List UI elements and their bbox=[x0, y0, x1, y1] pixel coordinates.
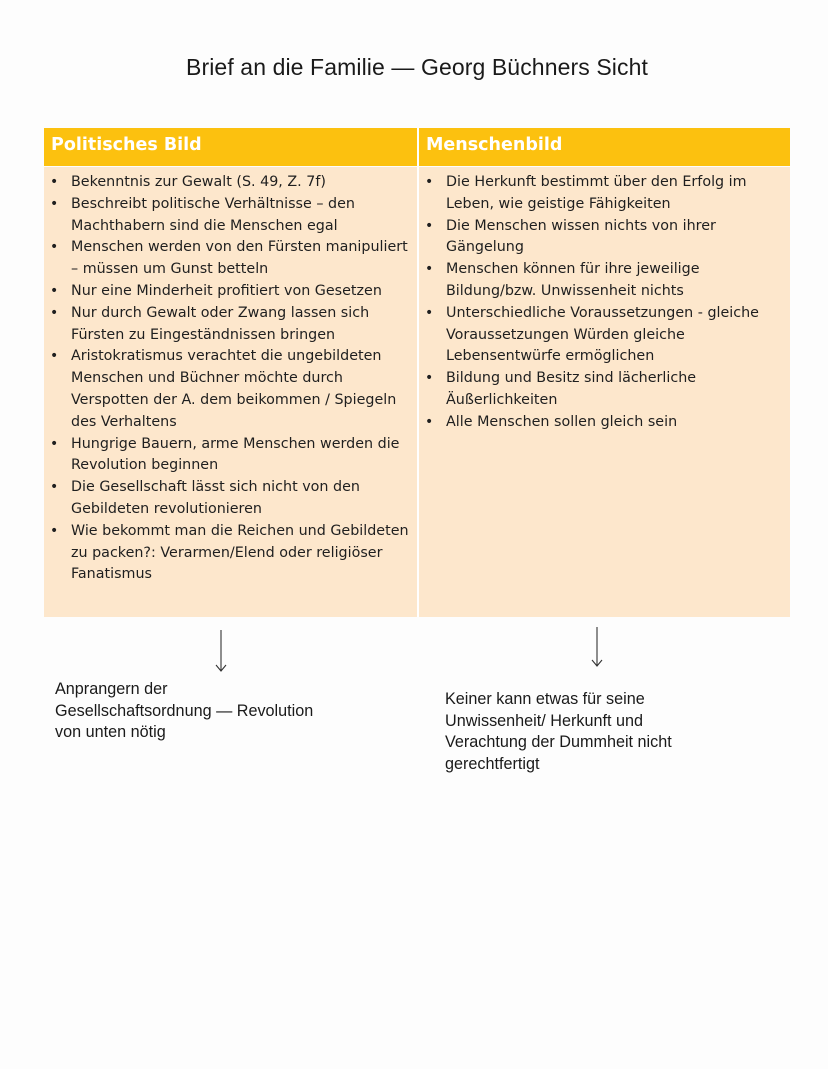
down-arrow-icon bbox=[591, 626, 603, 670]
list-item: • Wie bekommt man die Reichen und Gebildeten zu packen?: Verarmen/Elend oder religiöser Fanatismus bbox=[44, 521, 416, 586]
list-item: • Aristokratismus verachtet die ungebildeten Menschen und Büchner möchte durch Verspotten der A. dem beikommen / Spiegeln des Verhaltens bbox=[44, 346, 416, 433]
list-item: • Bildung und Besitz sind lächerliche Äußerlichkeiten bbox=[419, 368, 790, 412]
list-item: • Alle Menschen sollen gleich sein bbox=[419, 412, 790, 434]
conclusion-line: Verachtung der Dummheit nicht bbox=[445, 733, 672, 751]
list-item: • Menschen können für ihre jeweilige Bildung/bzw. Unwissenheit nichts bbox=[419, 259, 790, 303]
cell-politisches-bild bbox=[44, 167, 416, 617]
list-item: • Die Gesellschaft lässt sich nicht von den Gebildeten revolutionieren bbox=[44, 477, 416, 521]
conclusion-line: gerechtfertigt bbox=[445, 754, 540, 773]
list-item: • Die Menschen wissen nichts von ihrer Gängelung bbox=[419, 216, 790, 260]
list-item: • Nur eine Minderheit profitiert von Gesetzen bbox=[44, 281, 416, 303]
conclusion-menschenbild bbox=[445, 689, 785, 775]
page-title: Brief an die Familie — Georg Büchners Sicht bbox=[186, 54, 648, 80]
cell-menschenbild bbox=[417, 167, 790, 617]
conclusion-politisches-bild bbox=[55, 679, 375, 744]
list-item: • Beschreibt politische Verhältnisse – den Machthabern sind die Menschen egal bbox=[44, 194, 416, 238]
list-item: • Hungrige Bauern, arme Menschen werden die Revolution beginnen bbox=[44, 434, 416, 478]
list-item: • Menschen werden von den Fürsten manipuliert – müssen um Gunst betteln bbox=[44, 237, 416, 281]
down-arrow-icon bbox=[215, 629, 227, 673]
list-item: • Die Herkunft bestimmt über den Erfolg im Leben, wie geistige Fähigkeiten bbox=[419, 172, 790, 216]
politisches-bild-list bbox=[44, 172, 416, 586]
list-item: • Bekenntnis zur Gewalt (S. 49, Z. 7f) bbox=[44, 172, 416, 194]
table-header-row bbox=[44, 128, 790, 166]
list-item: • Nur durch Gewalt oder Zwang lassen sich Fürsten zu Eingeständnissen bringen bbox=[44, 303, 416, 347]
conclusion-line: Unwissenheit/ Herkunft und bbox=[445, 711, 643, 730]
header-menschenbild: Menschenbild bbox=[417, 128, 790, 166]
menschenbild-list bbox=[419, 172, 790, 434]
conclusion-line: Gesellschaftsordnung — Revolution bbox=[55, 701, 314, 720]
conclusion-line: von unten nötig bbox=[55, 723, 166, 741]
header-politisches-bild: Politisches Bild bbox=[51, 135, 202, 155]
table-body-row bbox=[44, 167, 790, 617]
comparison-table bbox=[44, 128, 790, 617]
conclusion-line: Keiner kann etwas für seine bbox=[445, 690, 645, 708]
conclusion-line: Anprangern der bbox=[55, 680, 168, 698]
list-item: • Unterschiedliche Voraussetzungen - gleiche Voraussetzungen Würden gleiche Lebensentwürfe ermöglichen bbox=[419, 303, 790, 368]
